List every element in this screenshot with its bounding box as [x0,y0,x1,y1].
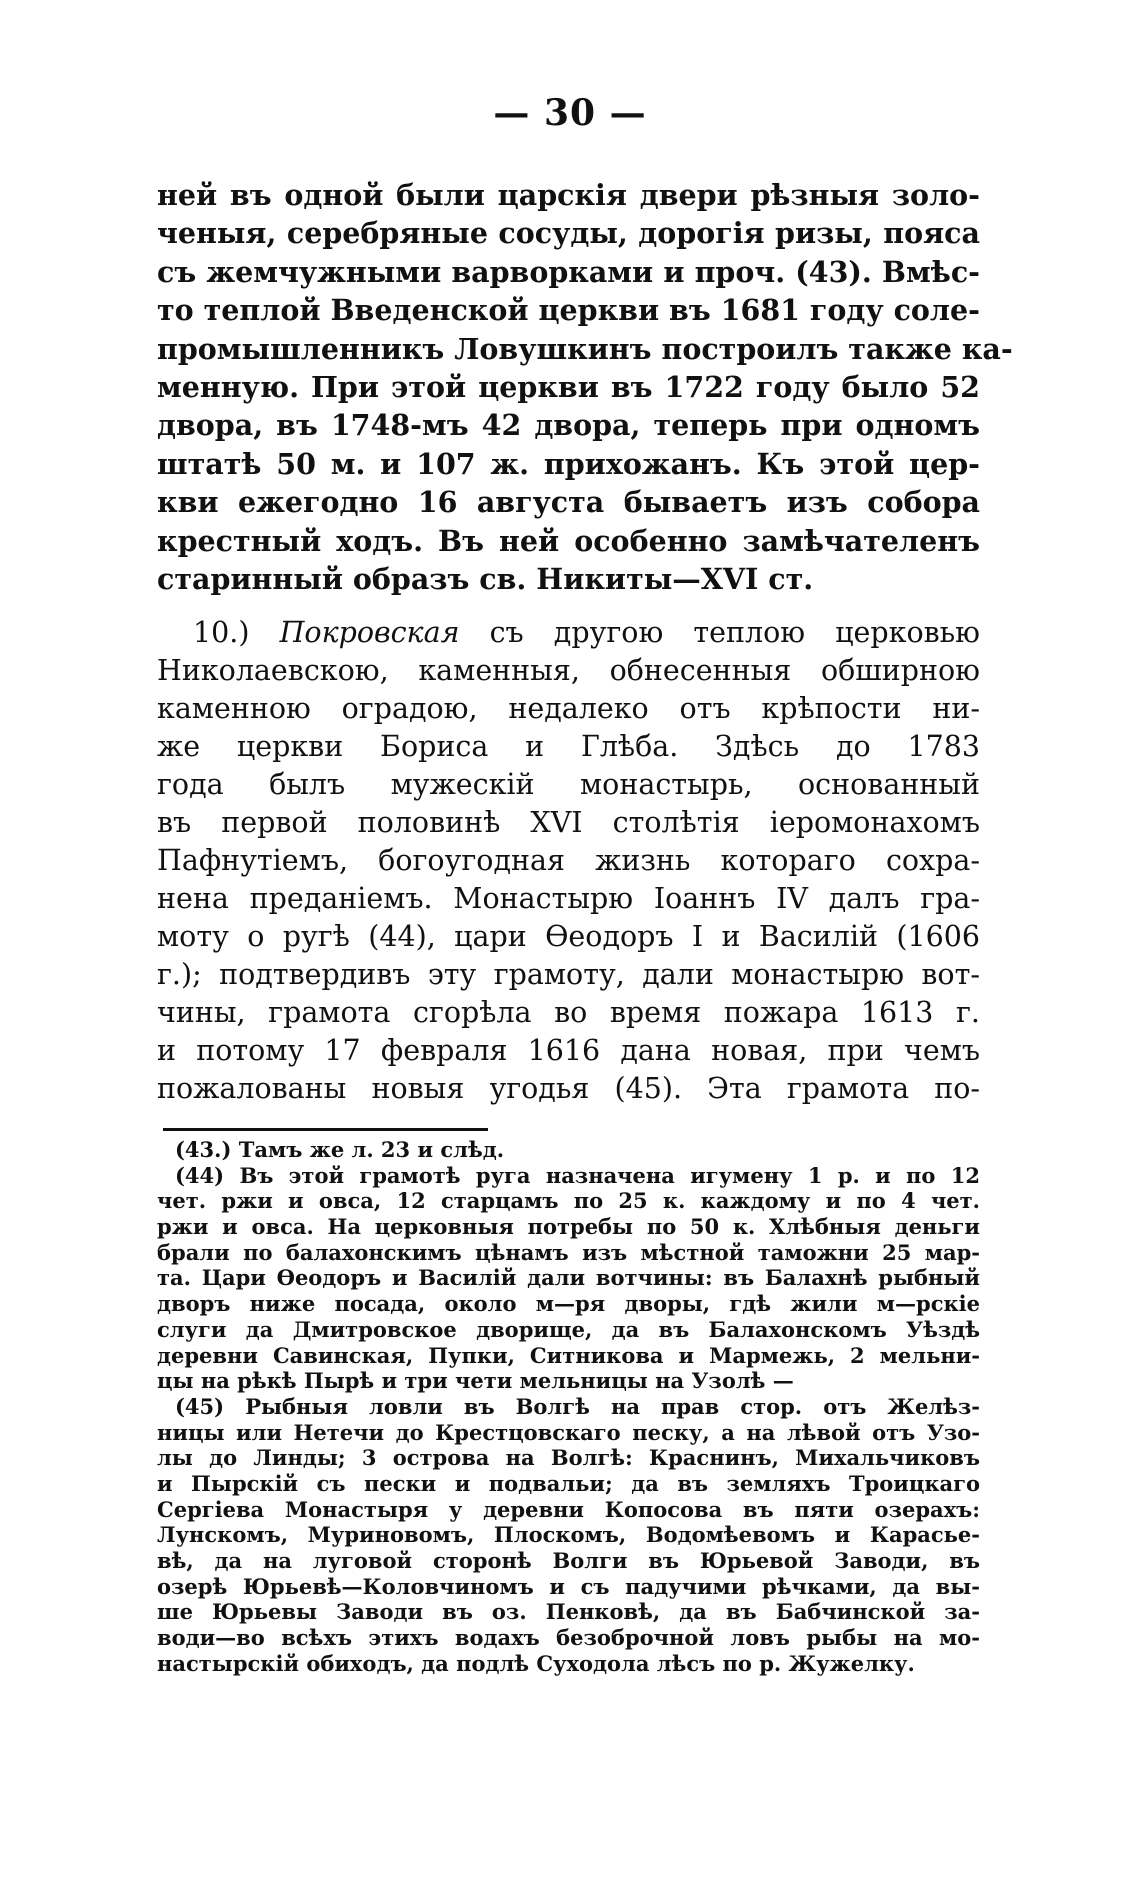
paragraph-first-line [157,614,980,652]
footnote-line: ницы или Нетечи до Крестцовскаго песку, а на лѣвой отъ Узо- [157,1419,980,1445]
church-title: Покровская [279,616,460,649]
text-line: старинный образъ св. Никиты—XVI ст. [157,561,814,596]
page-number: — 30 — [493,92,647,134]
footnote-44 [157,1163,980,1189]
footnote-45 [157,1394,980,1420]
text-line: кви ежегодно 16 августа бываетъ изъ собора [157,485,980,520]
footnote-line: дворъ ниже посада, около м—ря дворы, гдѣ жили м—рскіе [157,1291,980,1317]
text-line: штатѣ 50 м. и 107 ж. прихожанъ. Къ этой цер- [157,446,980,481]
text-fragment: съ другою теплою церковью [489,616,980,649]
footnote-line: и Пырскій съ пески и подвальи; да въ земляхъ Троицкаго [157,1470,980,1496]
footnote-line: води—во всѣхъ этихъ водахъ безоброчной ловъ рыбы на мо- [157,1625,980,1651]
footnote-line: лы до Линды; 3 острова на Волгѣ: Краснинъ, Михальчиковъ [157,1445,980,1471]
footnote-line: Сергіева Монастыря у деревни Копосова въ пяти озерахъ: [157,1496,980,1522]
text-line: менную. При этой церкви въ 1722 году было 52 [157,369,980,404]
footnote-line: та. Цари Ѳеодоръ и Василій дали вотчины: въ Балахнѣ рыбный [157,1265,980,1291]
footnote-line: настырскій обиходъ, да подлѣ Суходола лѣсъ по р. Жужелку. [157,1650,915,1676]
footnote-43 [157,1137,980,1163]
text-line: г.); подтвердивъ эту грамоту, дали монастырю вот- [157,958,980,991]
text-line: въ первой половинѣ XVI столѣтія іеромонахомъ [157,806,980,839]
text-line: ченыя, серебряные сосуды, дорогія ризы, пояса [157,216,980,251]
footnote-text: Тамъ же л. 23 и слѣд. [238,1137,505,1162]
text-line: двора, въ 1748-мъ 42 двора, теперь при одномъ [157,408,980,443]
paragraph-pokrovskaya [157,614,980,1108]
paragraph-number: 10.) [193,616,250,649]
text-line: каменною оградою, недалеко отъ крѣпости ни- [157,692,980,725]
footnote-label: (45) [175,1393,225,1419]
text-line: моту о ругѣ (44), цари Ѳеодоръ I и Василій (1606 [157,920,980,953]
text-line: же церкви Бориса и Глѣба. Здѣсь до 1783 [157,730,980,763]
footnote-line: ржи и овса. На церковныя потребы по 50 к. Хлѣбныя деньги [157,1214,980,1240]
text-line: Николаевскою, каменныя, обнесенныя обширною [157,654,980,687]
paragraph-continued [157,176,1013,598]
text-line: года былъ мужескій монастырь, основанный [157,768,980,801]
text-line: крестный ходъ. Въ ней особенно замѣчателенъ [157,523,980,558]
footnote-text: Въ этой грамотѣ руга назначена игумену 1 р. и по 12 [239,1162,980,1188]
text-line: и потому 17 февраля 1616 дана новая, при чемъ [157,1034,980,1067]
text-line: съ жемчужными варворками и проч. (43). Вмѣс- [157,254,980,289]
text-line: нена преданіемъ. Монастырю Іоаннъ IV далъ гра- [157,882,980,915]
text-line: то теплой Введенской церкви въ 1681 году соле- [157,293,980,328]
footnote-divider [163,1128,488,1131]
footnotes [157,1137,980,1676]
text-line: Пафнутіемъ, богоугодная жизнь котораго сохра- [157,844,980,877]
footnote-line: озерѣ Юрьевѣ—Коловчиномъ и съ падучими рѣчками, да вы- [157,1573,980,1599]
text-line: промышленникъ Ловушкинъ построилъ также ка- [157,331,1013,366]
footnote-line: деревни Савинская, Пупки, Ситникова и Мармежь, 2 мельни- [157,1342,980,1368]
footnote-line: чет. ржи и овса, 12 старцамъ по 25 к. каждому и по 4 чет. [157,1188,980,1214]
footnote-label: (43.) [175,1137,232,1162]
footnote-line: слуги да Дмитровское дворище, да въ Балахонскомъ Уѣздѣ [157,1316,980,1342]
text-line: чины, грамота сгорѣла во время пожара 1613 г. [157,996,980,1029]
footnote-line: ше Юрьевы Заводи въ оз. Пенковѣ, да въ Бабчинской за- [157,1599,980,1625]
footnote-line: брали по балахонскимъ цѣнамъ изъ мѣстной таможни 25 мар- [157,1239,980,1265]
footnote-line: вѣ, да на луговой сторонѣ Волги въ Юрьевой Заводи, въ [157,1548,980,1573]
footnote-line: цы на рѣкѣ Пырѣ и три чети мельницы на Узолѣ — [157,1368,794,1394]
text-line: пожалованы новыя угодья (45). Эта грамота по- [157,1072,980,1105]
footnote-text: Рыбныя ловли въ Волгѣ на прав стор. отъ Желѣз- [245,1393,980,1419]
footnote-label: (44) [175,1162,225,1188]
footnote-line: Лунскомъ, Муриновомъ, Плоскомъ, Водомѣевомъ и Карасье- [157,1522,980,1548]
text-line: ней въ одной были царскія двери рѣзныя золо- [157,178,980,212]
